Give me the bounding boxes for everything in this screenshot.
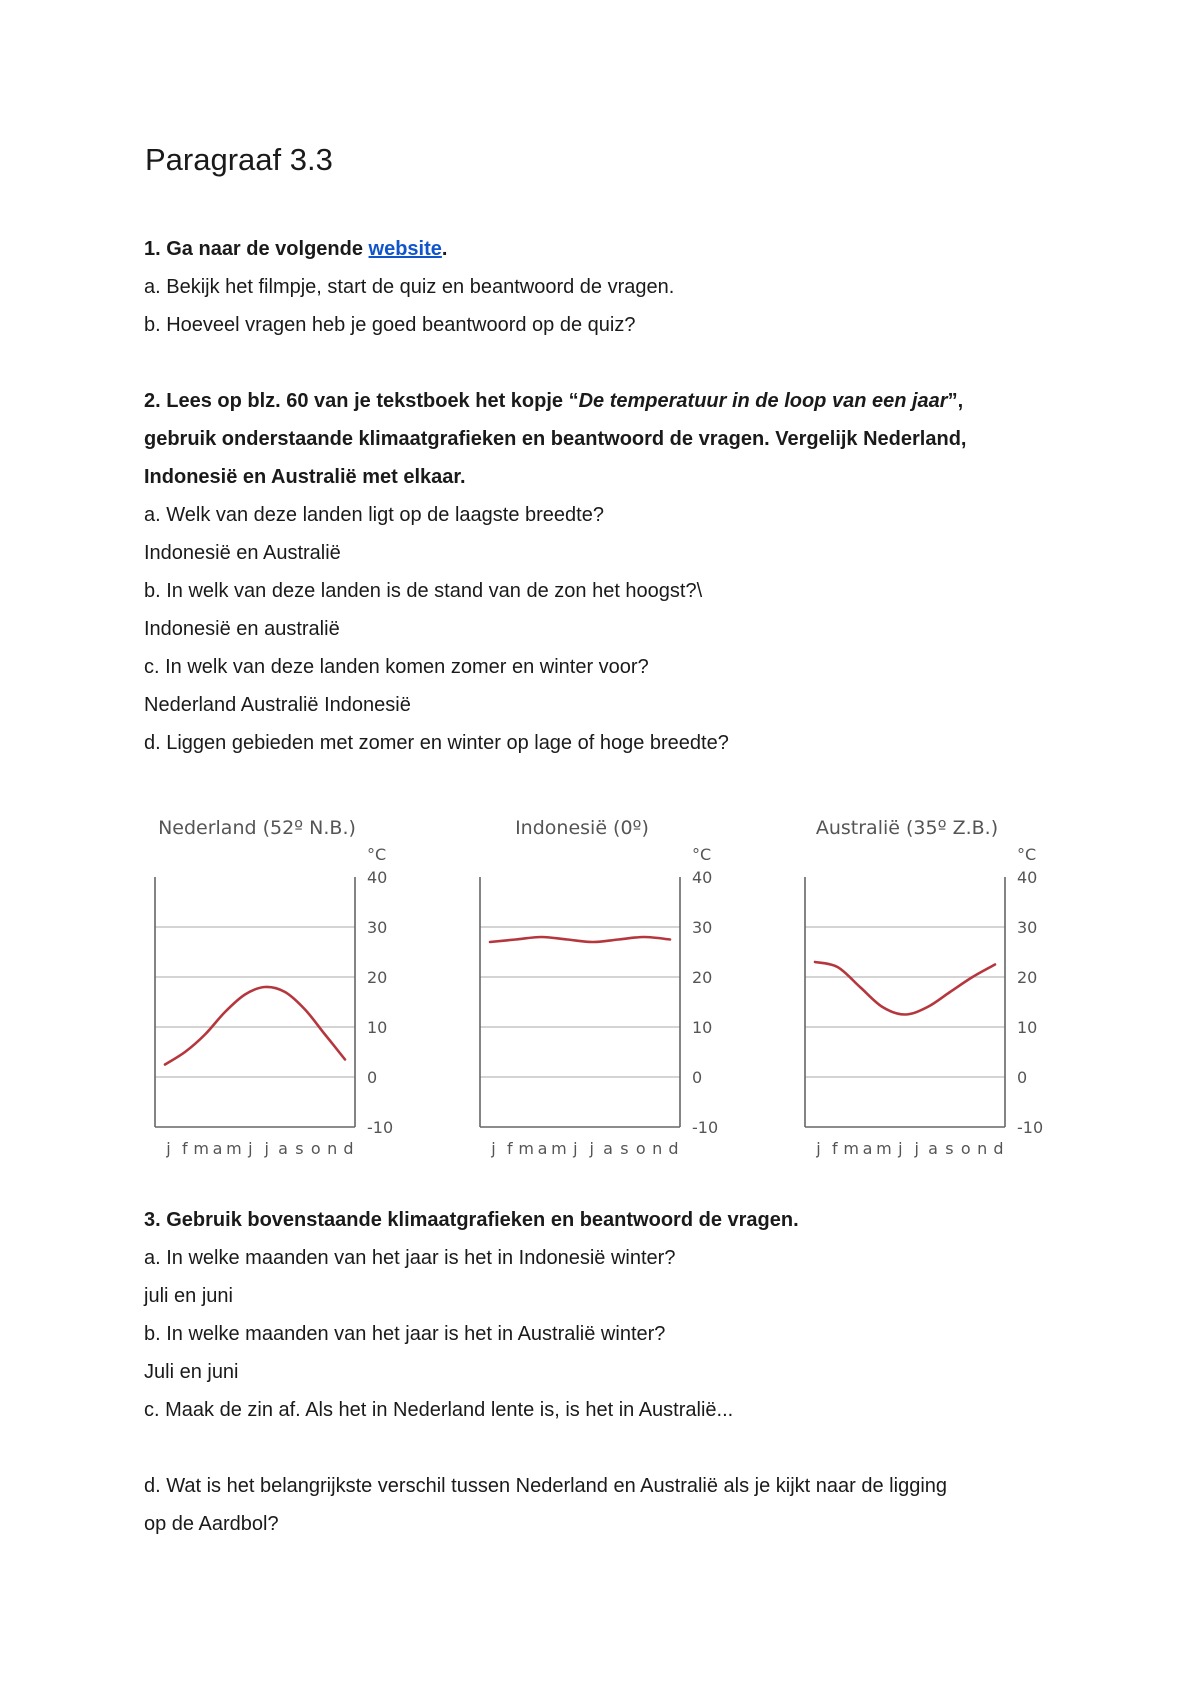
q3-heading: 3. Gebruik bovenstaande klimaatgrafieken en beantwoord de vragen. (144, 1209, 799, 1231)
y-tick-label: 20 (367, 968, 388, 987)
month-label: f (182, 1139, 189, 1158)
month-label: j (491, 1139, 497, 1158)
q1-heading-end: . (441, 238, 448, 260)
y-tick-label: 10 (692, 1018, 713, 1037)
temperature-curve (490, 937, 670, 942)
q2-d: d. Liggen gebieden met zomer en winter op lage of hoge breedte? (144, 732, 729, 754)
q1-a: a. Bekijk het filmpje, start de quiz en beantwoord de vragen. (144, 276, 675, 298)
page-title: Paragraaf 3.3 (145, 142, 333, 177)
y-tick-label: 20 (692, 968, 713, 987)
month-label: s (620, 1139, 630, 1158)
month-label: j (573, 1139, 579, 1158)
month-label: f (832, 1139, 839, 1158)
y-tick-label: 40 (692, 868, 713, 887)
q3-b: b. In welke maanden van het jaar is het in Australië winter? (144, 1323, 666, 1345)
month-label: m (226, 1139, 243, 1158)
month-label: o (310, 1139, 322, 1158)
q1-b: b. Hoeveel vragen heb je goed beantwoord op de quiz? (144, 314, 636, 336)
month-label: n (652, 1139, 664, 1158)
q2-heading (144, 382, 963, 420)
month-label: a (862, 1139, 874, 1158)
y-tick-label: 0 (367, 1068, 378, 1087)
y-tick-label: 0 (692, 1068, 703, 1087)
month-label: m (518, 1139, 536, 1158)
q2-b-answer: Indonesië en australië (144, 618, 340, 640)
month-label: o (635, 1139, 647, 1158)
month-label: a (212, 1139, 224, 1158)
month-label: d (993, 1139, 1005, 1158)
climate-chart-nederland (145, 810, 400, 1158)
q3-a: a. In welke maanden van het jaar is het in Indonesië winter? (144, 1247, 676, 1269)
y-tick-label: 40 (367, 868, 388, 887)
month-label: s (295, 1139, 305, 1158)
q2-heading-italic: De temperatuur in de loop van een jaar (578, 390, 948, 412)
month-label: n (327, 1139, 339, 1158)
month-label: d (668, 1139, 680, 1158)
month-label: j (816, 1139, 822, 1158)
chart-title: Indonesië (0º) (515, 817, 649, 839)
month-label: m (551, 1139, 568, 1158)
month-label: n (977, 1139, 989, 1158)
y-tick-label: -10 (692, 1118, 719, 1137)
unit-label: °C (692, 845, 712, 864)
y-tick-label: 10 (367, 1018, 388, 1037)
month-label: f (507, 1139, 514, 1158)
temperature-curve (165, 987, 345, 1065)
q2-heading-text: 2. Lees op blz. 60 van je tekstboek het kopje “ (144, 390, 579, 412)
q3-d-line2: op de Aardbol? (144, 1513, 279, 1535)
q2-c: c. In welk van deze landen komen zomer en winter voor? (144, 656, 649, 678)
q2-heading-line3: Indonesië en Australië met elkaar. (144, 466, 466, 488)
month-label: j (898, 1139, 904, 1158)
month-label: j (166, 1139, 172, 1158)
climate-chart-australie (795, 810, 1060, 1158)
y-tick-label: -10 (367, 1118, 394, 1137)
unit-label: °C (1017, 845, 1037, 864)
q3-c: c. Maak de zin af. Als het in Nederland lente is, is het in Australië... (144, 1399, 734, 1421)
q2-a: a. Welk van deze landen ligt op de laagste breedte? (144, 504, 604, 526)
month-label: j (248, 1139, 254, 1158)
y-tick-label: 0 (1017, 1068, 1028, 1087)
y-tick-label: 30 (692, 918, 713, 937)
y-tick-label: 20 (1017, 968, 1038, 987)
q2-heading-line2: gebruik onderstaande klimaatgrafieken en beantwoord de vragen. Vergelijk Nederland, (144, 428, 967, 450)
month-label: m (193, 1139, 211, 1158)
month-label: m (843, 1139, 861, 1158)
q2-a-answer: Indonesië en Australië (144, 542, 341, 564)
climate-chart-indonesie (470, 810, 725, 1158)
temperature-curve (815, 962, 995, 1015)
q1-heading-text: 1. Ga naar de volgende (144, 238, 369, 260)
month-label: m (876, 1139, 893, 1158)
month-label: a (537, 1139, 549, 1158)
month-label: a (603, 1139, 614, 1158)
month-label: d (343, 1139, 355, 1158)
month-label: o (960, 1139, 972, 1158)
q2-b: b. In welk van deze landen is de stand van de zon het hoogst?\ (144, 580, 703, 602)
y-tick-label: 30 (1017, 918, 1038, 937)
month-label: j (914, 1139, 920, 1158)
q3-a-answer: juli en juni (144, 1285, 233, 1307)
month-label: a (928, 1139, 939, 1158)
y-tick-label: 40 (1017, 868, 1038, 887)
y-tick-label: 30 (367, 918, 388, 937)
month-label: s (945, 1139, 955, 1158)
month-label: a (278, 1139, 289, 1158)
chart-title: Nederland (52º N.B.) (158, 817, 356, 839)
month-label: j (589, 1139, 595, 1158)
unit-label: °C (367, 845, 387, 864)
month-label: j (264, 1139, 270, 1158)
q3-d-line1: d. Wat is het belangrijkste verschil tussen Nederland en Australië als je kijkt naar de ligging (144, 1475, 948, 1497)
chart-title: Australië (35º Z.B.) (815, 817, 999, 839)
q1-heading (144, 230, 447, 268)
q2-heading-end: ”, (947, 390, 964, 412)
y-tick-label: 10 (1017, 1018, 1038, 1037)
y-tick-label: -10 (1017, 1118, 1044, 1137)
q3-b-answer: Juli en juni (144, 1361, 239, 1383)
q2-c-answer: Nederland Australië Indonesië (144, 694, 411, 716)
website-link[interactable]: website (368, 238, 442, 260)
